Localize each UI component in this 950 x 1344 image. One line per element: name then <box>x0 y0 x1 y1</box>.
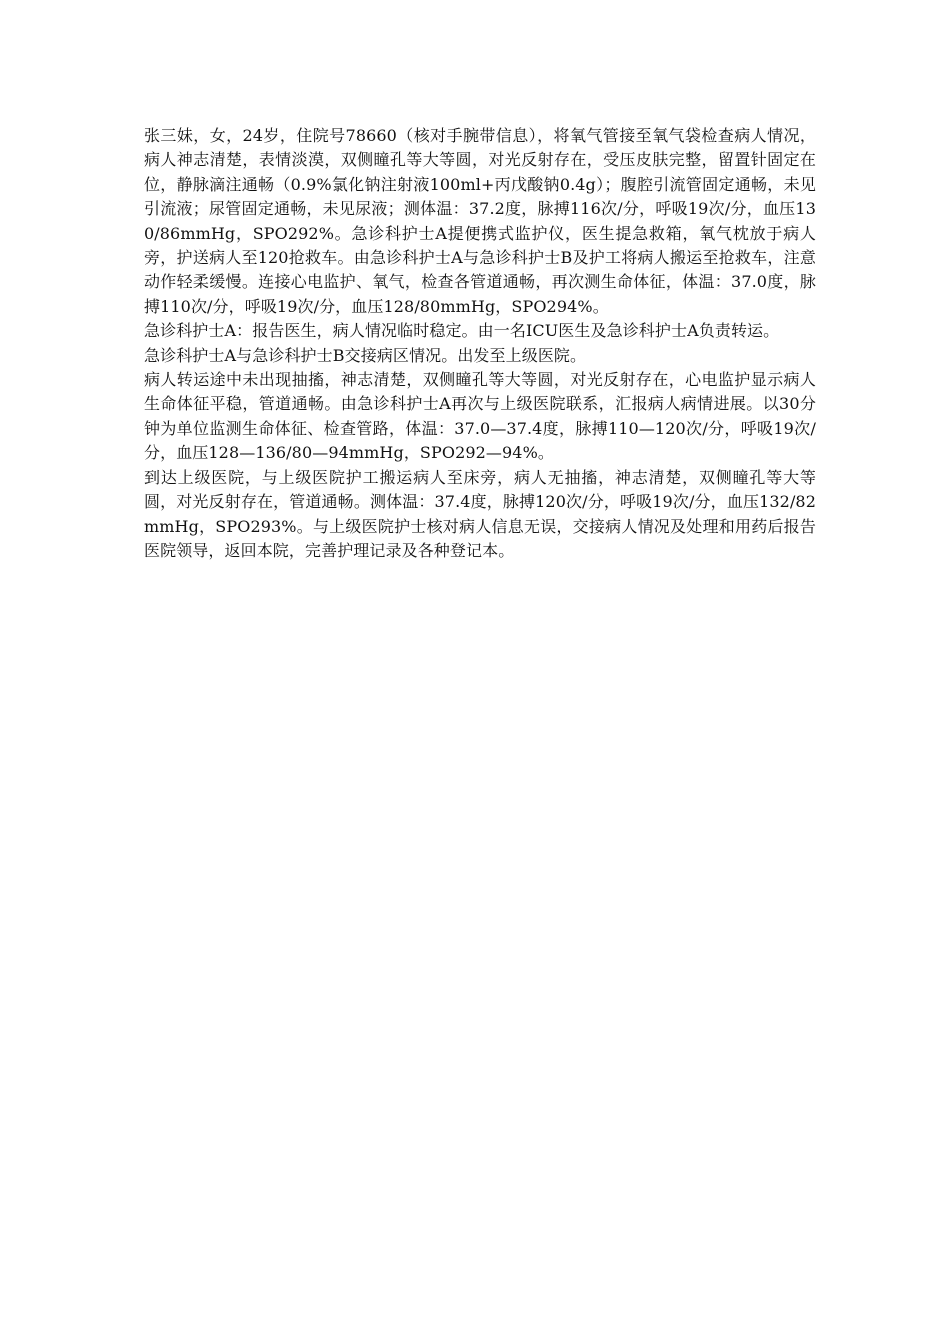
paragraph-patient-check: 张三妹，女，24岁，住院号78660（核对手腕带信息），将氧气管接至氧气袋检查病人情况，病人神志清楚，表情淡漠，双侧瞳孔等大等圆，对光反射存在，受压皮肤完整，留置针固定在位，静脉滴注通畅（0.9%氯化钠注射液100ml+丙戊酸钠0.4g）；腹腔引流管固定通畅，未见引流液；尿管固定通畅，未见尿液；测体温：37.2度，脉搏116次/分，呼吸19次/分，血压130/86mmHg，SPO292%。急诊科护士A提便携式监护仪，医生提急救箱，氧气枕放于病人旁，护送病人至120抢救车。由急诊科护士A与急诊科护士B及护工将病人搬运至抢救车，注意动作轻柔缓慢。连接心电监护、氧气，检查各管道通畅，再次测生命体征，体温：37.0度，脉搏110次/分，呼吸19次/分，血压128/80mmHg，SPO294%。 <box>144 126 816 316</box>
paragraph-transfer-route: 病人转运途中未出现抽搐，神志清楚，双侧瞳孔等大等圆，对光反射存在，心电监护显示病人生命体征平稳，管道通畅。由急诊科护士A再次与上级医院联系，汇报病人病情进展。以30分钟为单位监测生命体征、检查管路，体温：37.0—37.4度，脉搏110—120次/分，呼吸19次/分，血压128—136/80—94mmHg，SPO292—94%。 <box>144 370 816 463</box>
document-body <box>144 124 816 563</box>
paragraph-arrival: 到达上级医院，与上级医院护工搬运病人至床旁，病人无抽搐，神志清楚，双侧瞳孔等大等圆，对光反射存在，管道通畅。测体温：37.4度，脉搏120次/分，呼吸19次/分，血压132/82mmHg，SPO293%。与上级医院护士核对病人信息无误，交接病人情况及处理和用药后报告医院领导，返回本院，完善护理记录及各种登记本。 <box>144 467 816 560</box>
paragraph-report-doctor: 急诊科护士A：报告医生，病人情况临时稳定。由一名ICU医生及急诊科护士A负责转运。 <box>144 321 780 341</box>
paragraph-handover: 急诊科护士A与急诊科护士B交接病区情况。出发至上级医院。 <box>144 345 587 365</box>
